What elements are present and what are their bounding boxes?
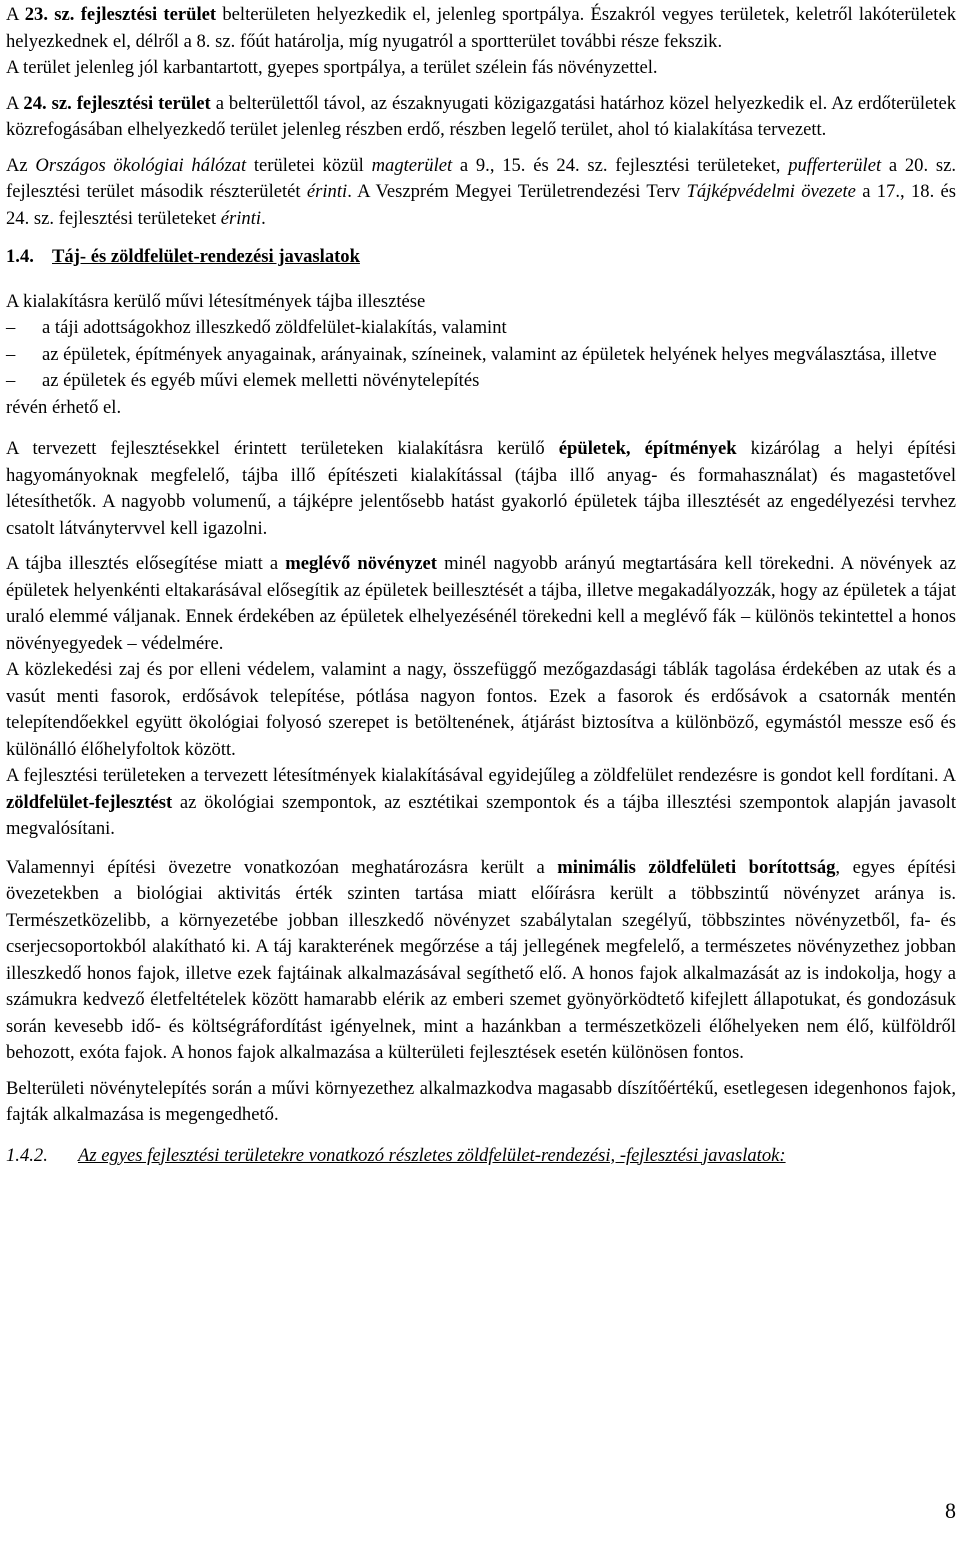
paragraph-ecological-network: Az Országos ökológiai hálózat területei közül magterület a 9., 15. és 24. sz. fejlesztési területeket, pufferterület a 20. sz. fejlesztési terület második részterületét érinti. A Veszprém Megyei Területrendezési Terv Tájképvédelmi övezete a 17., 18. és 24. sz. fejlesztési területeket érinti. (6, 154, 957, 229)
paragraph-buildings: A tervezett fejlesztésekkel érintett területeken kialakításra kerülő épületek, építmények kizárólag a helyi építési hagyományoknak megfelelő, tájba illő építészeti kialakítással (tájba illő anyag- és formahasználat) és magastetővel létesíthetők. A nagyobb volumenű, a tájképre jelentősebb hatást gyakorló épületek tájba illesztését az engedélyezési tervhez csatolt látványtervvel kell igazolni. (6, 438, 956, 539)
list-item: – a táji adottságokhoz illeszkedő zöldfelület-kialakítás, valamint (6, 317, 507, 338)
subsection-number: 1.4.2. (6, 1144, 48, 1166)
section-heading-1-4-2 (6, 1143, 956, 1170)
paragraph-area-23: A 23. sz. fejlesztési terület belterületen helyezkedik el, jelenleg sportpálya. Északról vegyes területek, keletről lakóterületek helyezkednek el, délről a 8. sz. főút határolja, míg nyugatról a sportterület további része fekszik. (6, 4, 956, 52)
paragraph-list-outro: révén érhető el. (6, 396, 122, 418)
subsection-title: Az egyes fejlesztési területekre vonatkozó részletes zöldfelület-rendezési, -fejlesztési javaslatok: (78, 1144, 786, 1166)
paragraph-green-development: A fejlesztési területeken a tervezett létesítmények kialakításával egyidejűleg a zöldfelület rendezésre is gondot kell fordítani. A zöldfelület-fejlesztést az ökológiai szempontok, az esztétikai szempontok és a tájba illesztési szempontok alapján javasolt megvalósítani. (6, 765, 956, 839)
paragraph-inner-area-planting: Belterületi növénytelepítés során a művi környezethez alkalmazkodva magasabb díszítőértékű, esetlegesen idegenhonos fajok, fajták alkalmazása is megengedhető. (6, 1077, 956, 1125)
paragraph-noise-protection: A közlekedési zaj és por elleni védelem, valamint a nagy, összefüggő mezőgazdasági táblák tagolása érdekében az utak és a vasút menti fasorok, erdősávok telepítése, pótlása nagyon fontos. Ezek a fasorok és erdősávok a csatornák mentén telepítendőekkel együtt ökológiai folyosó szerepet is betöltenének, átjárást biztosítva a különböző, egymástól messze eső és különálló élőhelyfoltok között. (6, 659, 956, 760)
section-heading-1-4 (6, 244, 956, 271)
page-number: 8 (945, 1498, 956, 1523)
paragraph-area-24: A 24. sz. fejlesztési terület a belterülettől távol, az északnyugati közigazgatási határhoz közel helyezkedik el. Az erdőterületek közrefogásában elhelyezkedő terület jelenleg részben erdő, részben legelő terület, ahol tó kialakítása tervezett. (6, 92, 956, 140)
area-23-label: 23. sz. fejlesztési terület (24, 4, 217, 25)
area-24-label: 24. sz. fejlesztési terület (23, 92, 211, 114)
paragraph-area-23-condition: A terület jelenleg jól karbantartott, gyepes sportpálya, a terület szélein fás növényzettel. (6, 57, 658, 78)
document-page (6, 2, 956, 1169)
paragraph-intro-list: A kialakításra kerülő művi létesítmények tájba illesztése (6, 290, 426, 312)
section-number: 1.4. (6, 246, 34, 267)
section-title: Táj- és zöldfelület-rendezési javaslatok (52, 246, 360, 267)
list-item: – az épületek és egyéb művi elemek melletti növénytelepítés (6, 370, 480, 391)
list-item: – az épületek, építmények anyagainak, arányainak, színeinek, valamint az épületek helyének helyes megválasztása, illetve (6, 343, 937, 365)
paragraph-green-coverage: Valamennyi építési övezetre vonatkozóan meghatározásra került a minimális zöldfelületi borítottság, egyes építési övezetekben a biológiai aktivitás érték szinten tartása miatt előírásra került a többszintű növényzet aránya is. Természetközelibb, a környezetébe jobban illeszkedő növényzet szabálytalan szegélyű, többszintes növényzetből, fa- és cserjecsoportokból alakítható ki. A táj karakterének megőrzése a táj jellegének megfelelő, a természetes növényzethez jobban illeszkedő honos fajok, illetve ezek fajtáinak alkalmazásával segíthető elő. A honos fajok alkalmazását az is indokolja, hogy a számukra kedvező életfeltételek között hamarabb elérik az emberi szemet gyönyörködtető kifejlett állapotukat, és gondozásuk során kevesebb idő- és költségráfordítást igényelnek, mint a hazánkban a természetközeli élőhelyeken nem élő, külföldről behozott, exóta fajok. A honos fajok alkalmazása a külterületi fejlesztések esetén különösen fontos. (6, 856, 956, 1063)
paragraph-existing-vegetation: A tájba illesztés elősegítése miatt a meglévő növényzet minél nagyobb arányú megtartására kell törekedni. A növények az épületek helyenkénti eltakarásával elősegítik az épületek beillesztését a tájba, illetve megakadályozzák, hogy az épületek a tájat uraló elemmé váljanak. Ennek érdekében az épületek elhelyezésénél törekedni kell a meglévő fák – különös tekintettel a honos növényegyedek – védelmére. (6, 553, 956, 654)
